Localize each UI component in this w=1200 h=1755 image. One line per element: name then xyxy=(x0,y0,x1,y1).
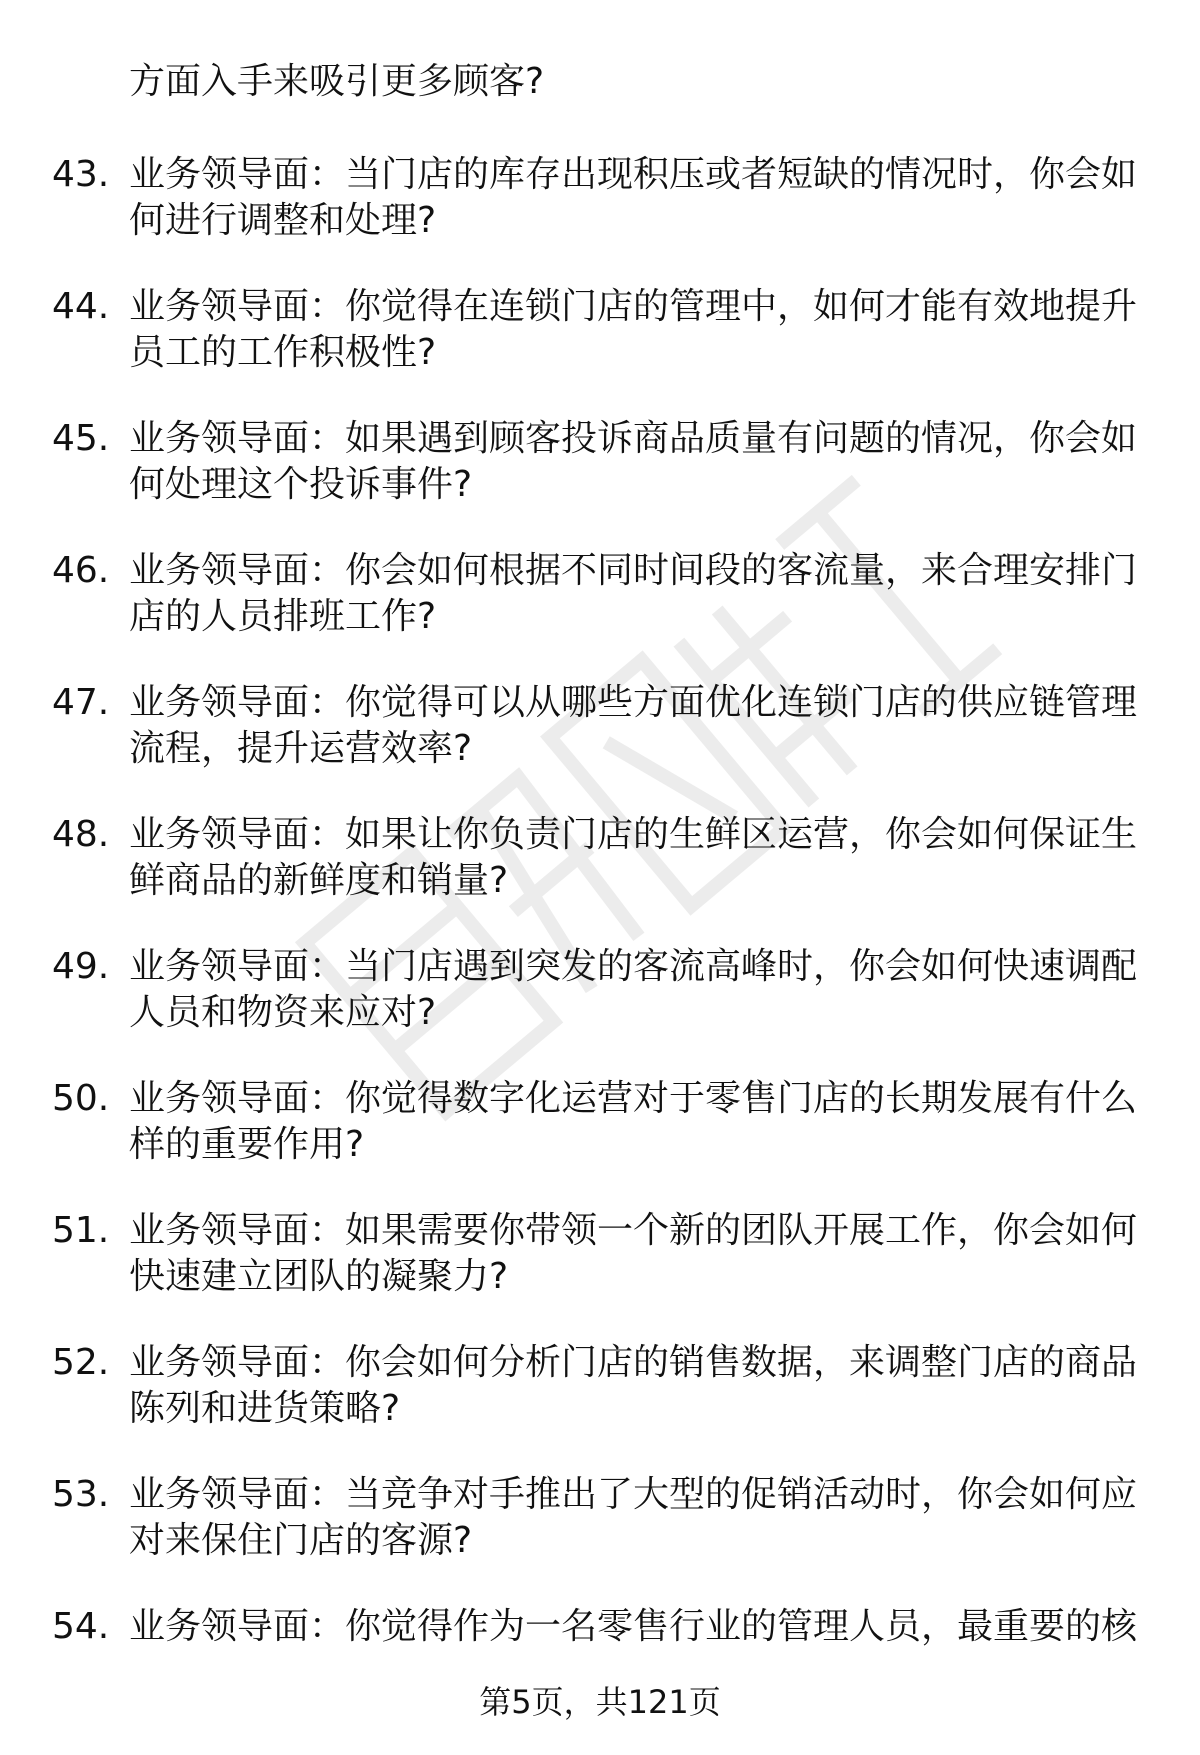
question-item xyxy=(0,548,1200,680)
question-text xyxy=(129,416,1144,508)
question-text xyxy=(129,944,1144,1036)
question-number: 48. xyxy=(52,814,110,855)
question-number: 51. xyxy=(52,1210,110,1251)
question-number: 52. xyxy=(52,1342,110,1383)
question-line: 店的人员排班工作? xyxy=(129,596,437,637)
question-number: 47. xyxy=(52,682,110,723)
question-text xyxy=(129,548,1144,640)
question-line: 陈列和进货策略? xyxy=(129,1388,401,1429)
question-number: 43. xyxy=(52,154,110,195)
question-number: 53. xyxy=(52,1474,110,1515)
question-number: 46. xyxy=(52,550,110,591)
continued-question-text: 方面入手来吸引更多顾客? xyxy=(129,61,545,102)
question-item xyxy=(0,812,1200,944)
question-number: 44. xyxy=(52,286,110,327)
question-number: 45. xyxy=(52,418,110,459)
question-line: 样的重要作用? xyxy=(129,1124,365,1165)
question-line: 鲜商品的新鲜度和销量? xyxy=(129,860,509,901)
question-number: 54. xyxy=(52,1606,110,1647)
question-line: 业务领导面：你觉得数字化运营对于零售门店的长期发展有什么 xyxy=(129,1078,1138,1119)
question-item xyxy=(0,680,1200,812)
question-line: 业务领导面：你觉得可以从哪些方面优化连锁门店的供应链管理 xyxy=(129,682,1138,723)
question-text xyxy=(129,680,1144,772)
question-line: 何处理这个投诉事件? xyxy=(129,464,473,505)
question-line: 业务领导面：如果遇到顾客投诉商品质量有问题的情况，你会如 xyxy=(129,418,1138,459)
question-line: 对来保住门店的客源? xyxy=(129,1520,473,1561)
question-text xyxy=(129,284,1144,376)
question-item xyxy=(0,1340,1200,1472)
question-text xyxy=(129,1604,1144,1650)
question-item xyxy=(0,416,1200,548)
question-text xyxy=(129,1076,1144,1168)
question-text xyxy=(129,152,1144,244)
question-item xyxy=(0,944,1200,1076)
question-item xyxy=(0,1208,1200,1340)
question-line: 业务领导面：你觉得作为一名零售行业的管理人员，最重要的核 xyxy=(129,1606,1138,1647)
question-number: 49. xyxy=(52,946,110,987)
question-line: 业务领导面：当竞争对手推出了大型的促销活动时，你会如何应 xyxy=(129,1474,1138,1515)
question-line: 人员和物资来应对? xyxy=(129,992,437,1033)
question-line: 业务领导面：当门店遇到突发的客流高峰时，你会如何快速调配 xyxy=(129,946,1138,987)
question-item xyxy=(0,284,1200,416)
question-text xyxy=(129,1208,1144,1300)
question-line: 快速建立团队的凝聚力? xyxy=(129,1256,509,1297)
question-text xyxy=(129,812,1144,904)
question-line: 业务领导面：你会如何根据不同时间段的客流量，来合理安排门 xyxy=(129,550,1138,591)
question-number: 50. xyxy=(52,1078,110,1119)
question-item xyxy=(0,152,1200,284)
question-item xyxy=(0,1076,1200,1208)
question-line: 流程，提升运营效率? xyxy=(129,728,473,769)
question-line: 业务领导面：如果让你负责门店的生鲜区运营，你会如何保证生 xyxy=(129,814,1138,855)
question-line: 何进行调整和处理? xyxy=(129,200,437,241)
question-line: 业务领导面：当门店的库存出现积压或者短缺的情况时，你会如 xyxy=(129,154,1138,195)
page-footer: 第5页，共121页 xyxy=(479,1683,721,1721)
question-item xyxy=(0,1472,1200,1604)
question-line: 业务领导面：你会如何分析门店的销售数据，来调整门店的商品 xyxy=(129,1342,1138,1383)
question-line: 业务领导面：如果需要你带领一个新的团队开展工作，你会如何 xyxy=(129,1210,1138,1251)
question-line: 员工的工作积极性? xyxy=(129,332,437,373)
question-line: 业务领导面：你觉得在连锁门店的管理中，如何才能有效地提升 xyxy=(129,286,1138,327)
question-text xyxy=(129,1472,1144,1564)
question-text xyxy=(129,1340,1144,1432)
question-list xyxy=(0,152,1200,1736)
